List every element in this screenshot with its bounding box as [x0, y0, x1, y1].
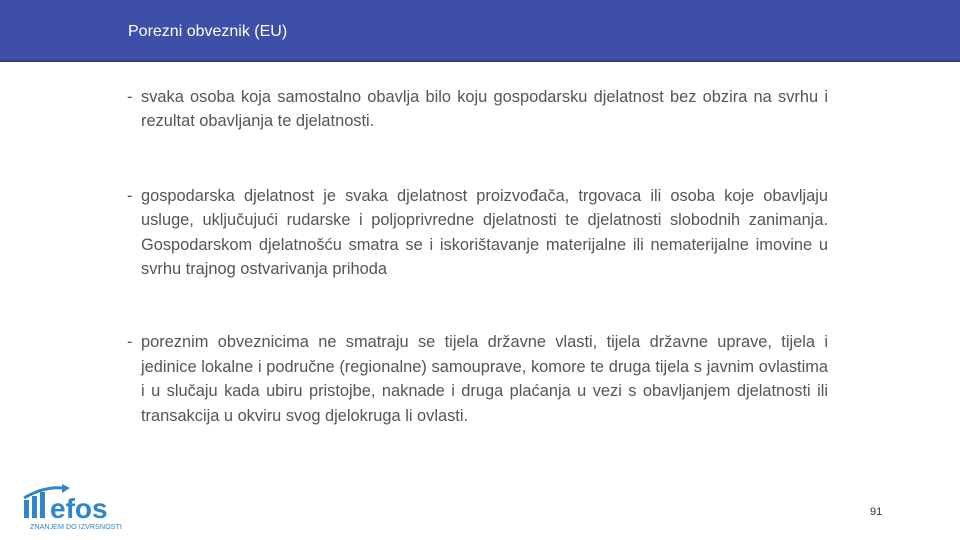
slide-body — [127, 85, 828, 428]
bullet-paragraph — [127, 330, 828, 428]
logo-wordmark: efos — [50, 493, 108, 524]
paragraph-text: poreznim obveznicima ne smatraju se tijela državne vlasti, tijela državne uprave, tijela i jedinice lokalne i područne (regionalne) samouprave, komore te druga tijela s javnim ovlastima i u slučaju kada ubiru pristojbe, naknade i druga plaćanja u vezi s obavljanjem djelatnosti ili transakcija u okviru svog djelokruga li ovlasti. — [141, 333, 828, 425]
page-number: 91 — [870, 506, 883, 518]
bullet-paragraph — [127, 184, 828, 282]
logo-bar-icon — [32, 496, 37, 518]
bullet-dash: - — [127, 186, 133, 205]
slide-title: Porezni obveznik (EU) — [128, 23, 288, 40]
efos-logo-graphic — [22, 484, 142, 532]
bullet-dash: - — [127, 333, 133, 352]
logo-bar-icon — [40, 492, 45, 518]
title-bar — [0, 0, 960, 62]
efos-logo — [22, 484, 142, 532]
logo-arrowhead-icon — [62, 484, 70, 493]
paragraph-text: svaka osoba koja samostalno obavlja bilo koju gospodarsku djelatnost bez obzira na svrhu i rezultat obavljanja te djelatnosti. — [141, 88, 828, 131]
logo-tagline: ZNANJEM DO IZVRSNOSTI — [30, 522, 122, 531]
paragraph-text: gospodarska djelatnost je svaka djelatnost proizvođača, trgovaca ili osoba koje obavljaju usluge, uključujući rudarske i poljoprivredne djelatnosti te djelatnosti slobodnih zanimanja. Gospodarskom djelatnošću smatra se i iskorištavanje materijalne ili nematerijalne imovine u svrhu trajnog ostvarivanja prihoda — [141, 186, 828, 279]
bullet-paragraph — [127, 85, 828, 134]
bullet-dash: - — [127, 88, 133, 106]
logo-bar-icon — [24, 500, 29, 518]
